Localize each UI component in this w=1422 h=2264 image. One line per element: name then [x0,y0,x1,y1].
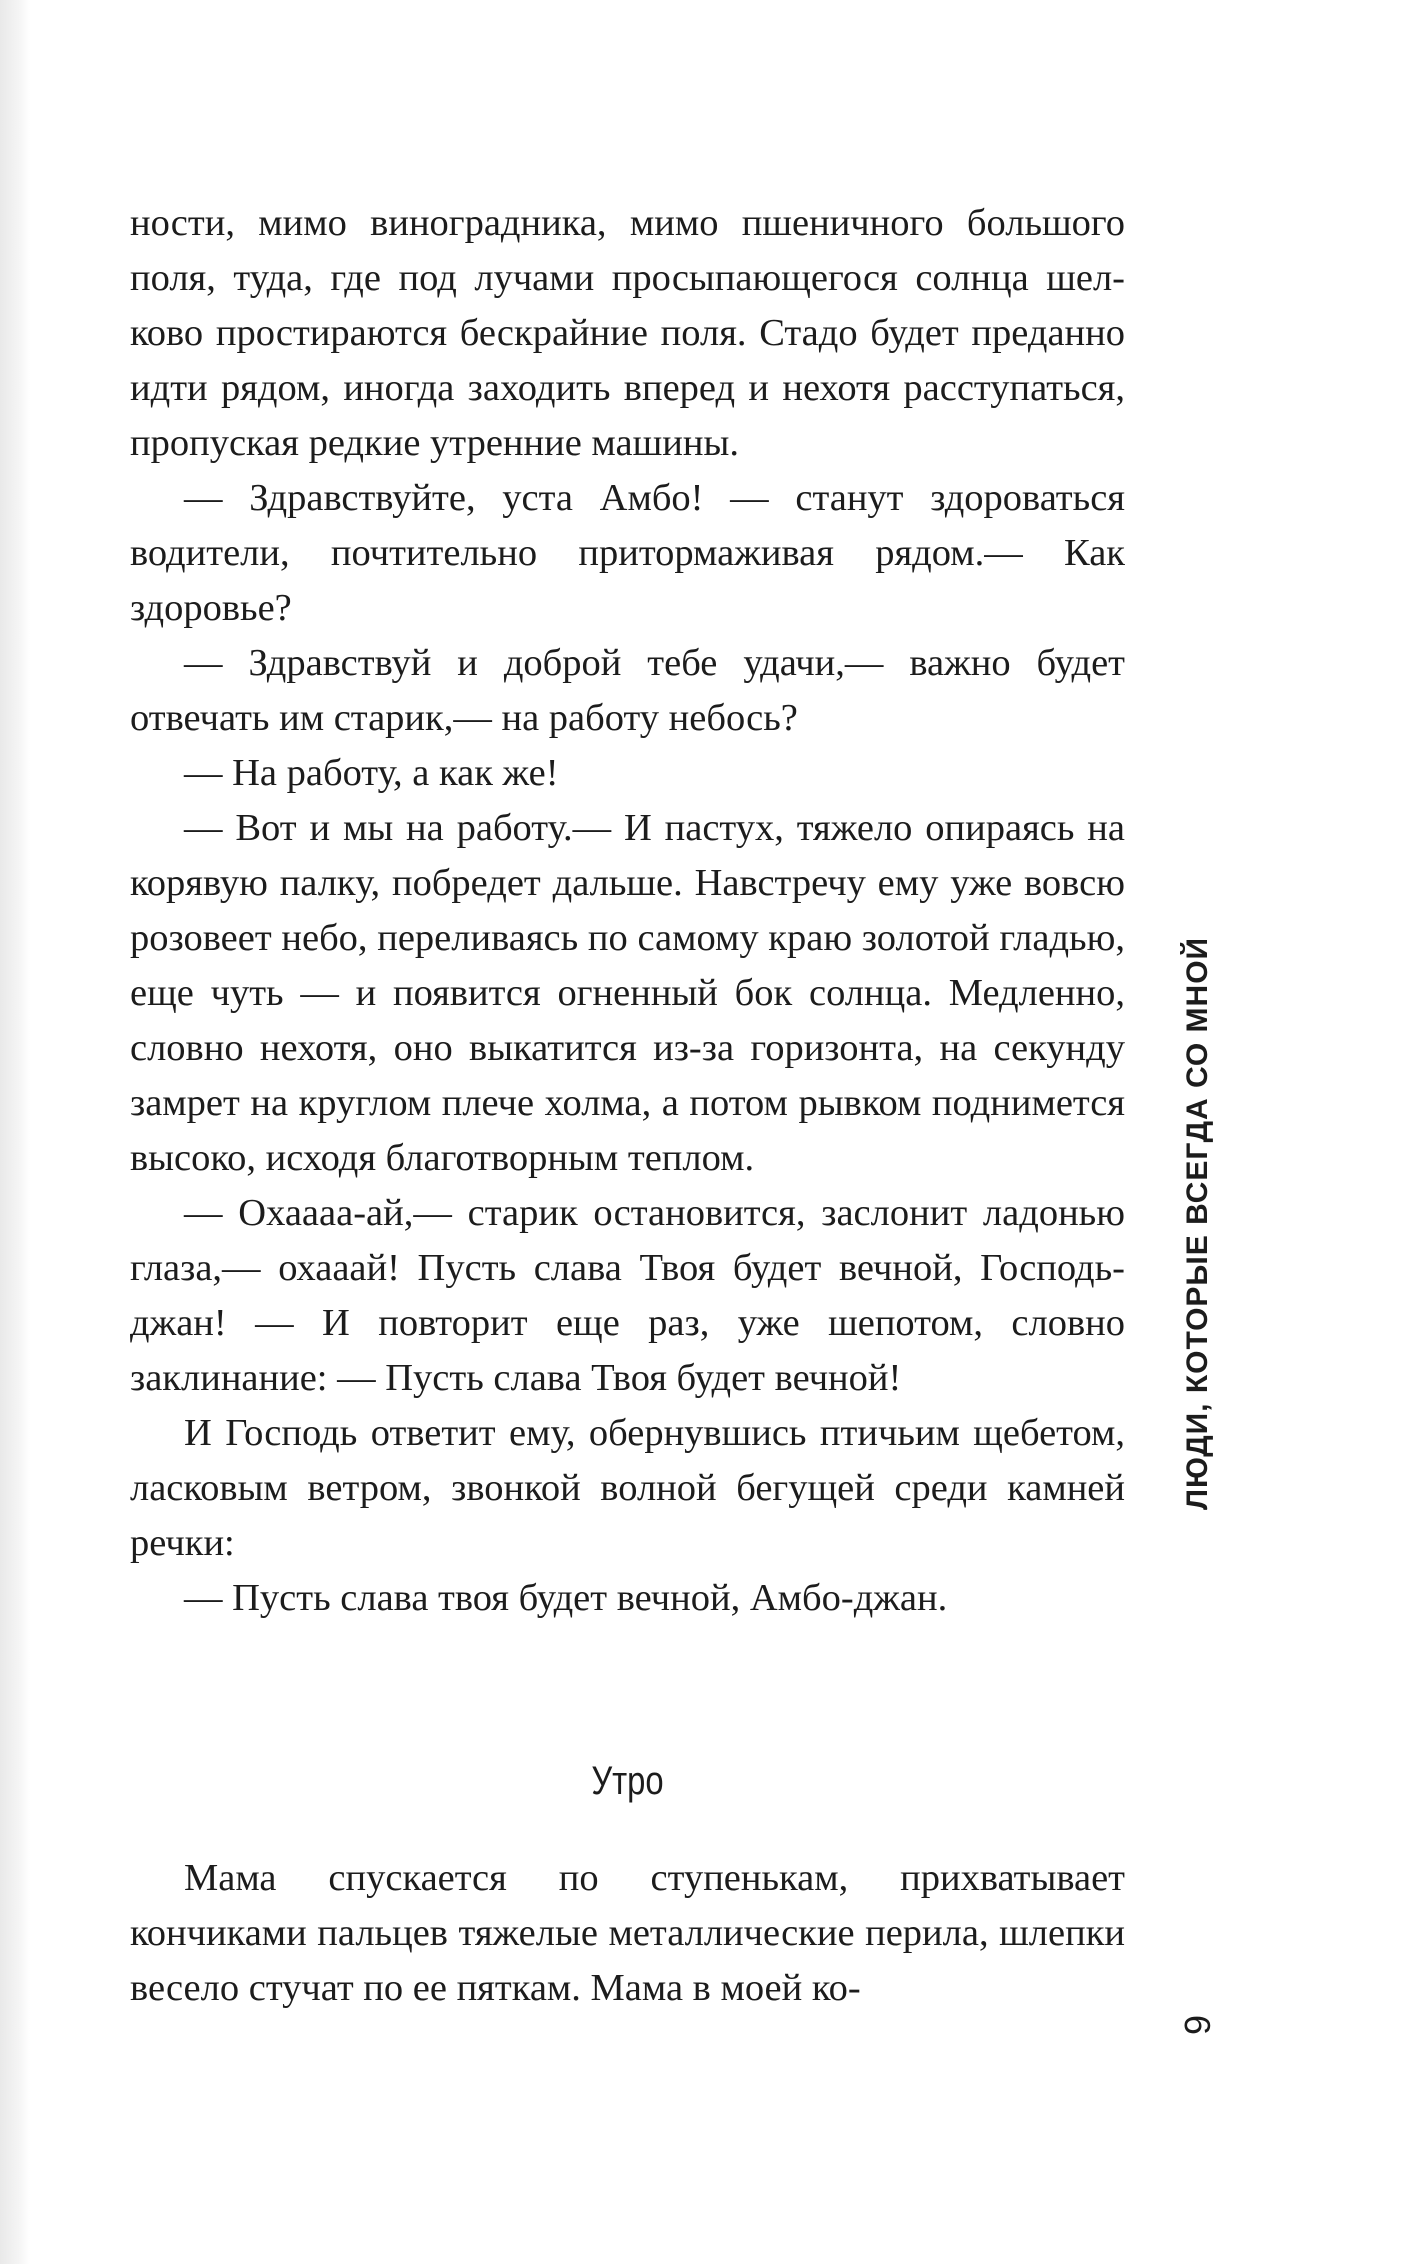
paragraph: — Вот и мы на работу.— И пастух, тяжело опираясь на корявую палку, побредет дальше. Навстречу ему уже вовсю розовеет небо, переливаясь по самому краю золотой гладью, еще чуть — и появится огненный бок солнца. Медленно, словно нехотя, оно выкатится из-за горизонта, на секунду замрет на круглом плече холма, а потом рывком поднимется высоко, исходя благотворным теплом. [130,807,1125,1179]
paragraph: И Господь ответит ему, обернувшись птичьим щебетом, ласковым ветром, звонкой волной бегущей среди камней речки: [130,1412,1125,1564]
body-text [130,196,1125,1626]
section-text [130,1851,1125,2016]
paragraph: — Здравствуй и доброй тебе удачи,— важно будет отвечать им старик,— на работу небось? [130,642,1125,739]
page-number: 9 [1177,2014,1218,2035]
paragraph: — На работу, а как же! [184,752,559,794]
section-heading: Утро [591,1759,664,1803]
paragraph: — Охаааа-ай,— старик остановится, заслонит ладонью глаза,— охааай! Пусть слава Твоя будет вечной, Господь-джан! — И повторит еще раз, уже шепотом, словно заклинание: — Пусть слава Твоя будет вечной! [130,1192,1125,1399]
paragraph: — Пусть слава твоя будет вечной, Амбо-джан. [184,1577,948,1619]
paragraph: Мама спускается по ступенькам, прихватывает кончиками пальцев тяжелые металлические перила, шлепки весело стучат по ее пяткам. Мама в моей ко- [130,1857,1125,2009]
running-title: ЛЮДИ, КОТОРЫЕ ВСЕГДА СО МНОЙ [1181,936,1214,1510]
paragraph: ности, мимо виноградника, мимо пшеничного большого поля, туда, где под лучами просыпающегося солнца шелково простираются бескрайние поля. Стадо будет преданно идти рядом, иногда заходить вперед и нехотя расступаться, пропуская редкие утренние машины. [130,202,1125,464]
paragraph: — Здравствуйте, уста Амбо! — станут здороваться водители, почтительно притормаживая рядом.— Как здоровье? [130,477,1125,629]
